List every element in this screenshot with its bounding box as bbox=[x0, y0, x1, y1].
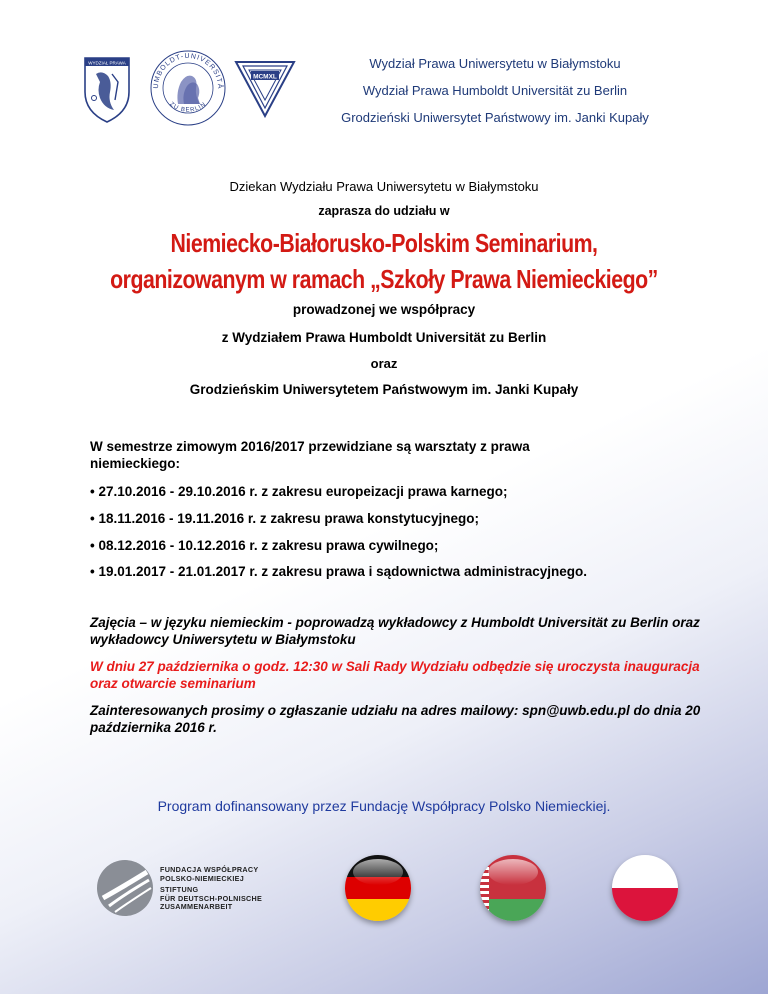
cooperation-line-1: prowadzonej we współpracy bbox=[292, 302, 476, 317]
foundation-line: FÜR DEUTSCH-POLNISCHE bbox=[160, 893, 263, 903]
germany-flag-icon bbox=[345, 855, 411, 921]
humboldt-university-logo bbox=[148, 48, 228, 128]
funding-note: Program dofinansowany przez Fundację Współpracy Polsko Niemieckiej. bbox=[157, 798, 611, 814]
foundation-name bbox=[160, 866, 262, 912]
title-line-2-wrap bbox=[0, 264, 768, 295]
workshops-intro: W semestrze zimowym 2016/2017 przewidziane są warsztaty z prawa niemieckiego: bbox=[90, 439, 530, 471]
grodno-logo-label: MCMXL bbox=[253, 73, 277, 81]
foundation-line: STIFTUNG bbox=[160, 885, 199, 895]
lecturers-note: Zajęcia – w języku niemieckim - poprowadzą wykładowcy z Humboldt Universität zu Berlin oraz wykładowcy Uniwersytetu w Białymstoku bbox=[90, 615, 700, 647]
dean-line: Dziekan Wydziału Prawa Uniwersytetu w Białymstoku bbox=[229, 179, 539, 194]
foundation-line: FUNDACJA WSPÓŁPRACY bbox=[160, 865, 259, 874]
cooperation-line-4: Grodzieńskim Uniwersytetem Państwowym im. Janki Kupały bbox=[189, 382, 579, 397]
cooperation-line-2: z Wydziałem Prawa Humboldt Universität zu Berlin bbox=[221, 330, 547, 345]
header-line-bialystok: Wydział Prawa Uniwersytetu w Białymstoku bbox=[369, 56, 621, 71]
belarus-flag-icon bbox=[480, 855, 546, 921]
seminar-subtitle: organizowanym w ramach „Szkoły Prawa Niemieckiego” bbox=[110, 264, 658, 294]
workshop-item: • 19.01.2017 - 21.01.2017 r. z zakresu prawa i sądownictwa administracyjnego. bbox=[90, 564, 587, 579]
inauguration-note: W dniu 27 października o godz. 12:30 w Sali Rady Wydziału odbędzie się uroczysta inauguracja oraz otwarcie seminarium bbox=[90, 659, 700, 691]
invites-line: zaprasza do udziału w bbox=[318, 204, 450, 218]
title-line-1-wrap bbox=[0, 228, 768, 259]
workshop-item: • 08.12.2016 - 10.12.2016 r. z zakresu prawa cywilnego; bbox=[90, 538, 439, 553]
foundation-line: POLSKO-NIEMIECKIEJ bbox=[160, 873, 245, 883]
humboldt-top-text: UMBOLDT-UNIVERSITÄ bbox=[152, 52, 224, 90]
cooperation-line-3: oraz bbox=[370, 356, 398, 371]
grodno-university-logo bbox=[234, 58, 296, 118]
faculty-of-law-logo bbox=[82, 52, 132, 124]
header-line-humboldt: Wydział Prawa Humboldt Universität zu Berlin bbox=[362, 83, 628, 98]
seminar-title: Niemiecko-Białorusko-Polskim Seminarium, bbox=[170, 228, 598, 258]
humboldt-bottom-text: ZU BERLIN bbox=[168, 101, 208, 114]
poland-flag-icon bbox=[612, 855, 678, 921]
foundation-logo bbox=[95, 858, 155, 918]
registration-note: Zainteresowanych prosimy o zgłaszanie udziału na adres mailowy: spn@uwb.edu.pl do dnia 20 października 2016 r. bbox=[90, 703, 701, 735]
faculty-logo-label: WYDZIAŁ PRAWA bbox=[88, 60, 126, 66]
workshop-item: • 27.10.2016 - 29.10.2016 r. z zakresu europeizacji prawa karnego; bbox=[90, 484, 508, 499]
foundation-line: ZUSAMMENARBEIT bbox=[160, 902, 233, 912]
workshop-item: • 18.11.2016 - 19.11.2016 r. z zakresu prawa konstytucyjnego; bbox=[90, 511, 479, 526]
header-line-grodno: Grodzieński Uniwersytet Państwowy im. Janki Kupały bbox=[341, 110, 649, 125]
